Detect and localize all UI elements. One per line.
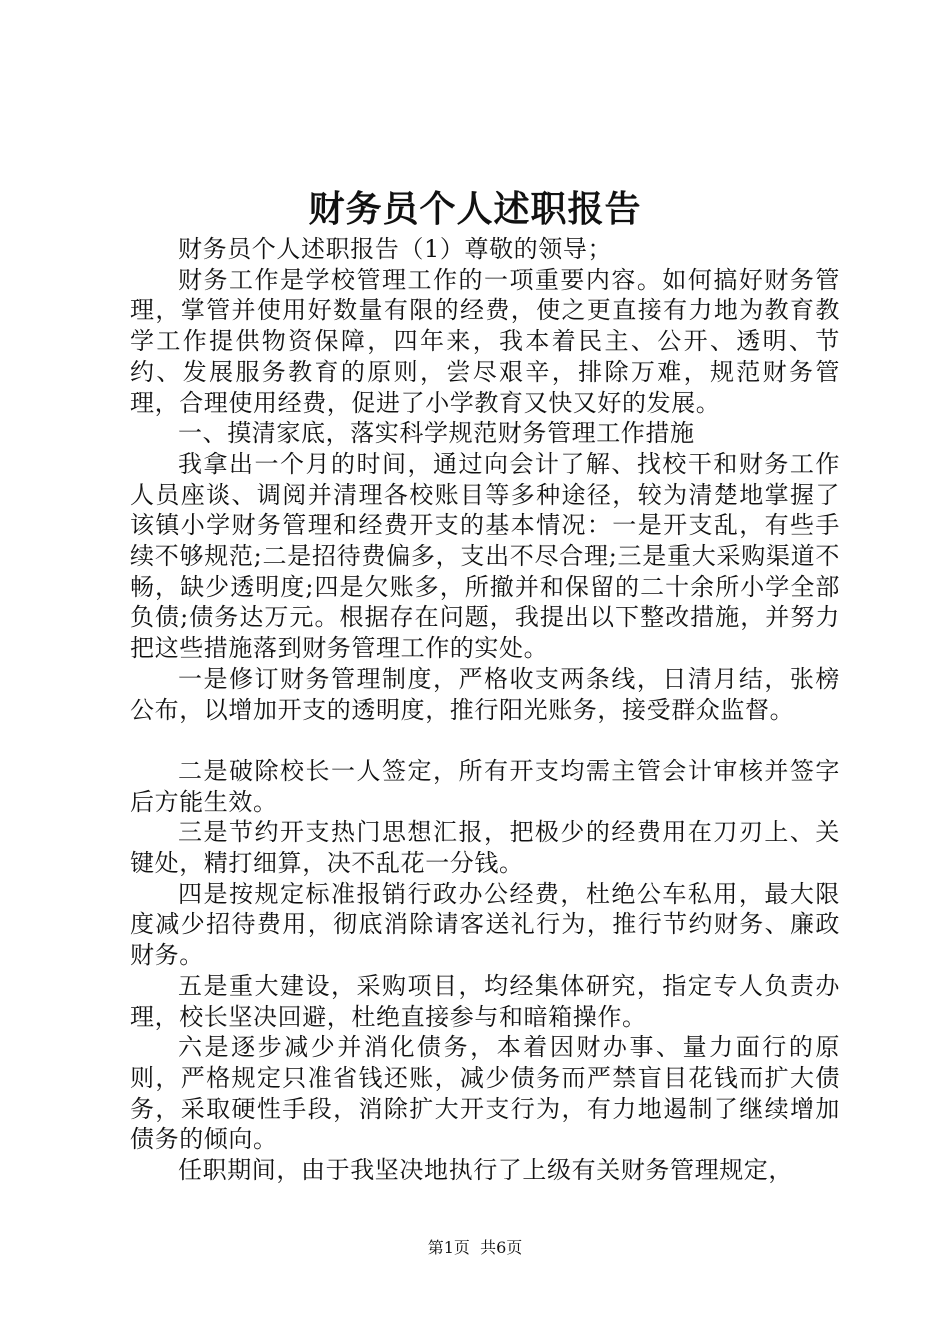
page-number-footer: 第1页 共6页	[427, 1238, 523, 1257]
document-title: 财务员个人述职报告	[308, 188, 642, 230]
paragraph-continued: 任职期间，由于我坚决地执行了上级有关财务管理规定，	[178, 1156, 793, 1185]
paragraph-measure-4: 四是按规定标准报销行政办公经费，杜绝公车私用，最大限度减少招待费用，彻底消除请客送礼行为，推行节约财务、廉政财务。	[130, 879, 840, 970]
paragraph-measure-2: 二是破除校长一人签定，所有开支均需主管会计审核并签字后方能生效。	[130, 756, 840, 816]
paragraph-measure-3: 三是节约开支热门思想汇报，把极少的经费用在刀刃上、关键处，精打细算，决不乱花一分钱。	[130, 818, 840, 878]
paragraph-salutation: 财务员个人述职报告（1）尊敬的领导；	[178, 235, 613, 263]
paragraph-situation: 我拿出一个月的时间，通过向会计了解、找校干和财务工作人员座谈、调阅并清理各校账目等多种途径，较为清楚地掌握了该镇小学财务管理和经费开支的基本情况：一是开支乱，有些手续不够规范;二是招待费偏多，支出不尽合理;三是重大采购渠道不畅，缺少透明度;四是欠账多，所撤并和保留的二十余所小学全部负债;债务达万元。根据存在问题，我提出以下整改措施，并努力把这些措施落到财务管理工作的实处。	[130, 449, 840, 663]
section-heading: 一、摸清家底，落实科学规范财务管理工作措施	[178, 419, 695, 448]
paragraph-intro: 财务工作是学校管理工作的一项重要内容。如何搞好财务管理，掌管并使用好数量有限的经费，使之更直接有力地为教育教学工作提供物资保障，四年来，我本着民主、公开、透明、节约、发展服务教育的原则，尝尽艰辛，排除万难，规范财务管理，合理使用经费，促进了小学教育又快又好的发展。	[130, 265, 840, 417]
paragraph-measure-6: 六是逐步减少并消化债务，本着因财办事、量力面行的原则，严格规定只准省钱还账，减少债务而严禁盲目花钱而扩大债务，采取硬性手段，消除扩大开支行为，有力地遏制了继续增加债务的倾向。	[130, 1033, 840, 1154]
paragraph-gap	[130, 725, 840, 756]
document-body	[130, 234, 840, 1186]
paragraph-measure-1: 一是修订财务管理制度，严格收支两条线，日清月结，张榜公布，以增加开支的透明度，推行阳光账务，接受群众监督。	[130, 664, 840, 724]
paragraph-measure-5: 五是重大建设，采购项目，均经集体研究，指定专人负责办理，校长坚决回避，杜绝直接参与和暗箱操作。	[130, 971, 840, 1031]
